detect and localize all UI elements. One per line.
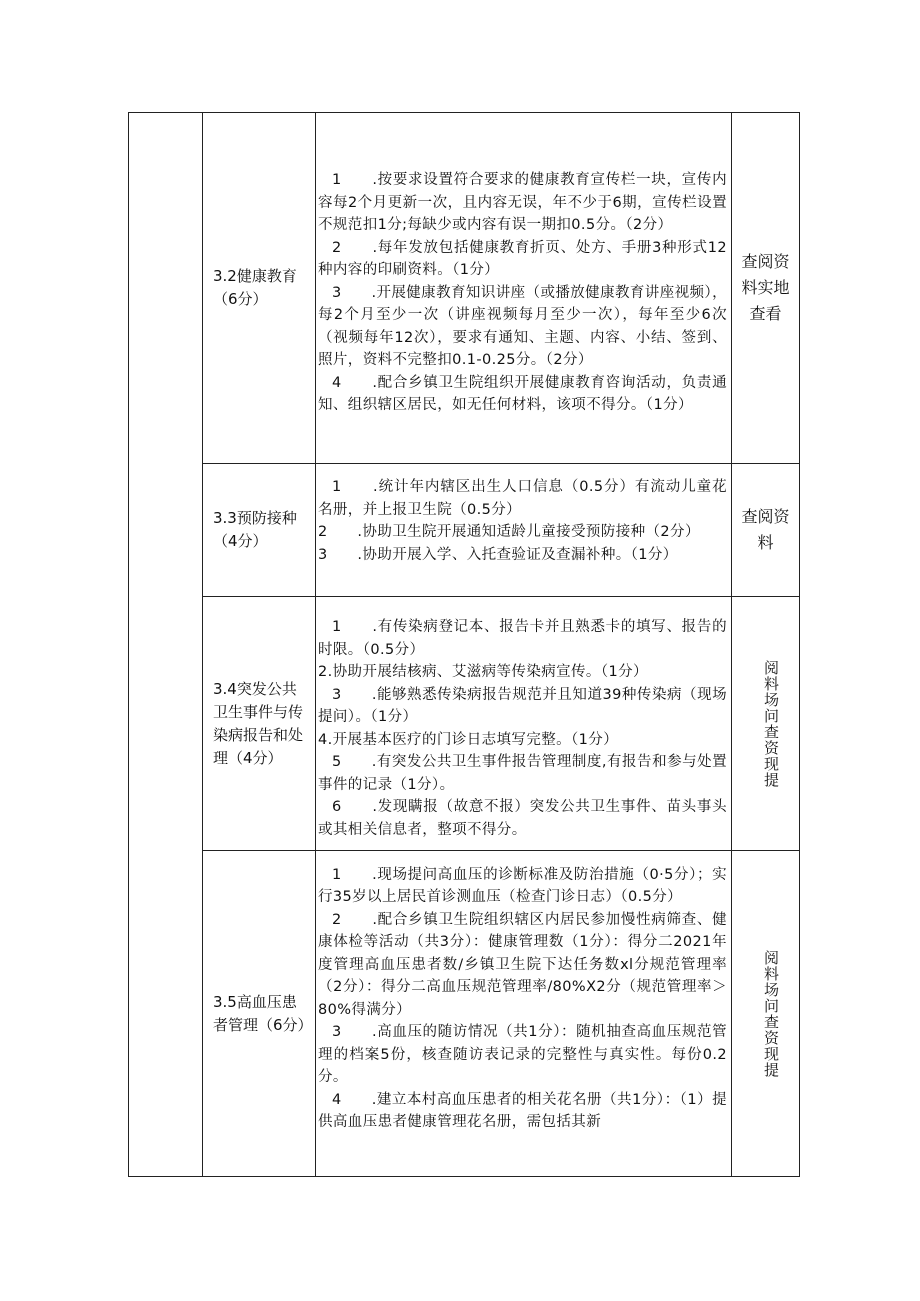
item-cell [203, 113, 316, 464]
criterion: 4 .建立本村高血压患者的相关花名册（共1分）：（1）提供高血压患者健康管理花名册，需包括其新 [318, 1091, 727, 1130]
criterion: 1 .统计年内辖区出生人口信息（0.5分）有流动儿童花名册，并上报卫生院（0.5分） [318, 479, 727, 518]
criterion: 3 .协助开展入学、入托查验证及查漏补种。（1分） [318, 546, 678, 563]
category-cell [129, 113, 203, 1177]
item-cell [203, 851, 316, 1177]
criterion: 1 .有传染病登记本、报告卡并且熟悉卡的填写、报告的时限。（0.5分） [318, 619, 727, 658]
criterion: 3 .开展健康教育知识讲座（或播放健康教育讲座视频），每2个月至少一次（讲座视频每月至少一次），每年至少6次（视频每年12次），要求有通知、主题、内容、小结、签到、照片，资料不完整扣0.1-0.25分。（2分） [318, 284, 727, 369]
table-row [129, 464, 800, 597]
table-row [129, 597, 800, 851]
table-row [129, 851, 800, 1177]
assessment-table [128, 112, 800, 1177]
method-cell [732, 113, 800, 464]
method-cell [732, 851, 800, 1177]
method-label: 阅料场问查资现提 [762, 949, 780, 1078]
criterion: 4.开展基本医疗的门诊日志填写完整。（1分） [318, 731, 619, 748]
content-cell [316, 113, 732, 464]
item-cell [203, 464, 316, 597]
criterion: 4 .配合乡镇卫生院组织开展健康教育咨询活动，负责通知、组织辖区居民，如无任何材料，该项不得分。（1分） [318, 374, 727, 414]
criterion: 6 .发现瞒报（故意不报）突发公共卫生事件、苗头事头或其相关信息者，整项不得分。 [318, 799, 727, 838]
method-label: 查阅资料实地查看 [741, 252, 790, 323]
criteria-list [316, 157, 731, 419]
method-cell [732, 597, 800, 851]
criterion: 1 .现场提问高血压的诊断标准及防治措施（0·5分）；实行35岁以上居民首诊测血压（检查门诊日志）（0.5分） [318, 866, 727, 905]
criterion: 3 .高血压的随访情况（共1分）：随机抽查高血压规范管理的档案5份，核查随访表记录的完整性与真实性。每份0.2分。 [318, 1024, 727, 1085]
method-cell [732, 464, 800, 597]
criterion: 2 .协助卫生院开展通知适龄儿童接受预防接种（2分） [318, 524, 700, 540]
criterion: 3 .能够熟悉传染病报告规范并且知道39种传染病（现场提问）。（1分） [318, 686, 727, 725]
method-label: 阅料场问查资现提 [762, 659, 780, 788]
item-label: 3.3预防接种（4分） [213, 509, 297, 550]
item-cell [203, 597, 316, 851]
content-cell [316, 464, 732, 597]
table-row [129, 113, 800, 464]
method-label: 查阅资料 [741, 507, 790, 552]
item-label: 3.5高血压患者管理（6分） [213, 992, 313, 1034]
item-label: 3.2健康教育（6分） [213, 267, 297, 308]
criterion: 1 .按要求设置符合要求的健康教育宣传栏一块，宣传内容每2个月更新一次，且内容无误，年不少于6期，宣传栏设置不规范扣1分;每缺少或内容有误一期扣0.5分。（2分） [318, 172, 727, 234]
item-label: 3.4突发公共卫生事件与传染病报告和处理（4分） [213, 679, 304, 767]
criteria-list [316, 604, 731, 843]
criteria-list [316, 464, 731, 596]
criterion: 5 .有突发公共卫生事件报告管理制度,有报告和参与处置事件的记录（1分）。 [318, 754, 727, 793]
criteria-list [316, 852, 731, 1176]
criterion: 2.协助开展结核病、艾滋病等传染病宣传。（1分） [318, 664, 648, 680]
content-cell [316, 851, 732, 1177]
content-cell [316, 597, 732, 851]
criterion: 2 .每年发放包括健康教育折页、处方、手册3种形式12种内容的印刷资料。（1分） [318, 239, 727, 279]
criterion: 2 .配合乡镇卫生院组织辖区内居民参加慢性病筛查、健康体检等活动（共3分）：健康管理数（1分）：得分二2021年度管理高血压患者数/乡镇卫生院下达任务数xl分规范管理率（2分）：得分二高血压规范管理率/80%X2分（规范管理率＞80%得满分） [318, 911, 727, 1018]
